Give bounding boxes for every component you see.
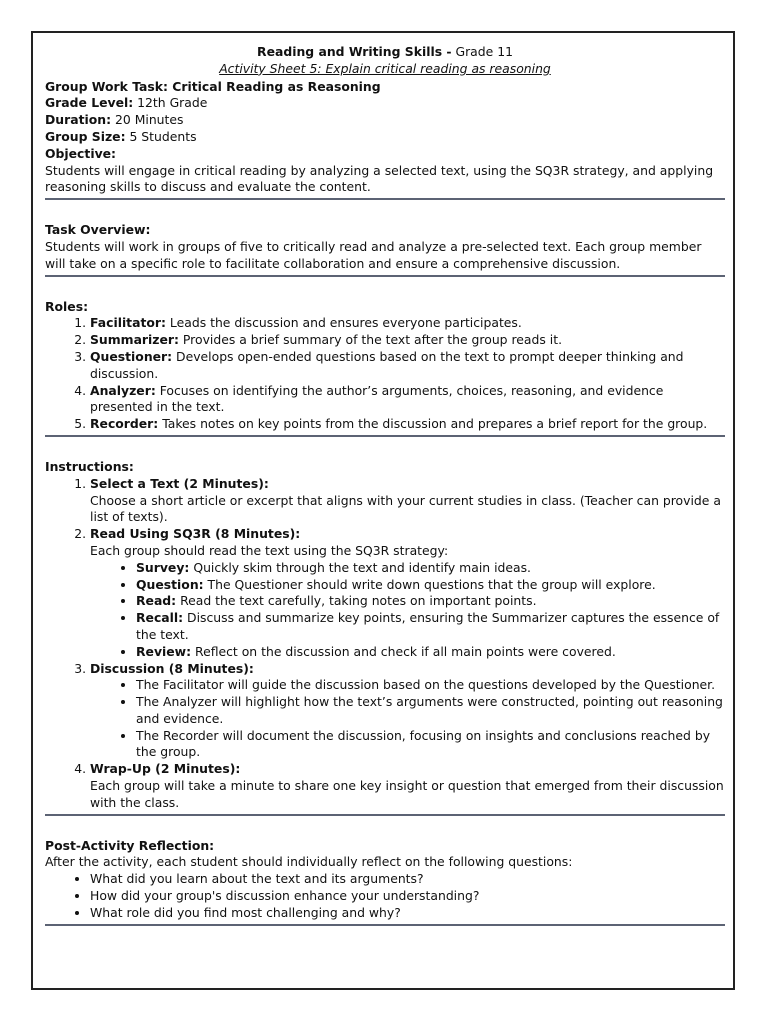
role-item: 3. Questioner: Develops open-ended questions based on the text to prompt deeper thinking and discussion. <box>90 349 725 383</box>
role-item: 1. Facilitator: Leads the discussion and ensures everyone participates. <box>90 315 725 332</box>
discussion-item: • The Recorder will document the discussion, focusing on insights and conclusions reached by the group. <box>136 728 725 762</box>
activity-sheet <box>45 44 725 926</box>
activity-subtitle: Activity Sheet 5: Explain critical reading as reasoning <box>219 60 551 76</box>
divider <box>45 924 725 926</box>
discussion-list <box>90 677 725 761</box>
reflection-question: • What role did you find most challenging and why? <box>90 905 725 922</box>
discussion-item: • The Analyzer will highlight how the text’s arguments were constructed, pointing out reasoning and evidence. <box>136 694 725 728</box>
role-item: 4. Analyzer: Focuses on identifying the author’s arguments, choices, reasoning, and evidence presented in the text. <box>90 383 725 417</box>
instruction-step: 1. Select a Text (2 Minutes): Choose a short article or excerpt that aligns with your current studies in class. (Teacher can provide a list of texts). <box>90 476 725 526</box>
instructions-list <box>45 476 725 812</box>
reflection-intro: After the activity, each student should individually reflect on the following questions: <box>45 854 573 870</box>
duration: Duration: 20 Minutes <box>45 112 184 128</box>
task-heading: Group Work Task: Critical Reading as Reasoning <box>45 78 381 94</box>
group-size: Group Size: 5 Students <box>45 128 197 144</box>
sq3r-item: • Review: Reflect on the discussion and check if all main points were covered. <box>136 644 725 661</box>
sq3r-list <box>90 560 725 661</box>
reflection-questions <box>45 871 725 921</box>
roles-list <box>45 315 725 433</box>
discussion-item: • The Facilitator will guide the discussion based on the questions developed by the Questioner. <box>136 677 725 694</box>
sq3r-item: • Question: The Questioner should write down questions that the group will explore. <box>136 577 725 594</box>
instruction-step: 3. Discussion (8 Minutes): • The Facilitator will guide the discussion based on the questions developed by the Questioner. • The Analyzer will highlight how the text’s arguments were constructed, pointing out reasoning and evidence. • The Recorder will document the discussion, focusing on insights and conclusions reached by the group. <box>90 661 725 762</box>
sq3r-item: • Read: Read the text carefully, taking notes on important points. <box>136 593 725 610</box>
reflection-heading: Post-Activity Reflection: <box>45 837 215 853</box>
grade-level: Grade Level: 12th Grade <box>45 95 208 111</box>
reflection-question: • What did you learn about the text and its arguments? <box>90 871 725 888</box>
overview-heading: Task Overview: <box>45 222 151 238</box>
instruction-step: 2. Read Using SQ3R (8 Minutes): Each group should read the text using the SQ3R strategy: • Survey: Quickly skim through the text and identify main ideas. • Question: The Questioner should write down questions that the group will explore. • Read: Read the text carefully, taking notes on important points. • Recall: Discuss and summarize key points, ensuring the Summarizer captures the essence of the text. • Review: Reflect on the discussion and check if all main points were covered. <box>90 526 725 660</box>
sq3r-item: • Survey: Quickly skim through the text and identify main ideas. <box>136 560 725 577</box>
overview-text: Students will work in groups of five to critically read and analyze a pre-selected text. Each group member will take on a specific role to facilitate collaboration and ensure a comprehensive discussion. <box>45 238 702 271</box>
reflection-question: • How did your group's discussion enhance your understanding? <box>90 888 725 905</box>
objective-text: Students will engage in critical reading by analyzing a selected text, using the SQ3R strategy, and applying reasoning skills to discuss and evaluate the content. <box>45 162 714 195</box>
role-item: 5. Recorder: Takes notes on key points from the discussion and prepares a brief report for the group. <box>90 416 725 433</box>
instruction-step: 4. Wrap-Up (2 Minutes): Each group will take a minute to share one key insight or question that emerged from their discussion with the class. <box>90 761 725 811</box>
instructions-heading: Instructions: <box>45 458 134 474</box>
sq3r-item: • Recall: Discuss and summarize key points, ensuring the Summarizer captures the essence of the text. <box>136 610 725 644</box>
roles-heading: Roles: <box>45 298 89 314</box>
role-item: 2. Summarizer: Provides a brief summary of the text after the group reads it. <box>90 332 725 349</box>
document-title: Reading and Writing Skills - Grade 11 <box>257 44 513 59</box>
objective-heading: Objective: <box>45 145 117 161</box>
